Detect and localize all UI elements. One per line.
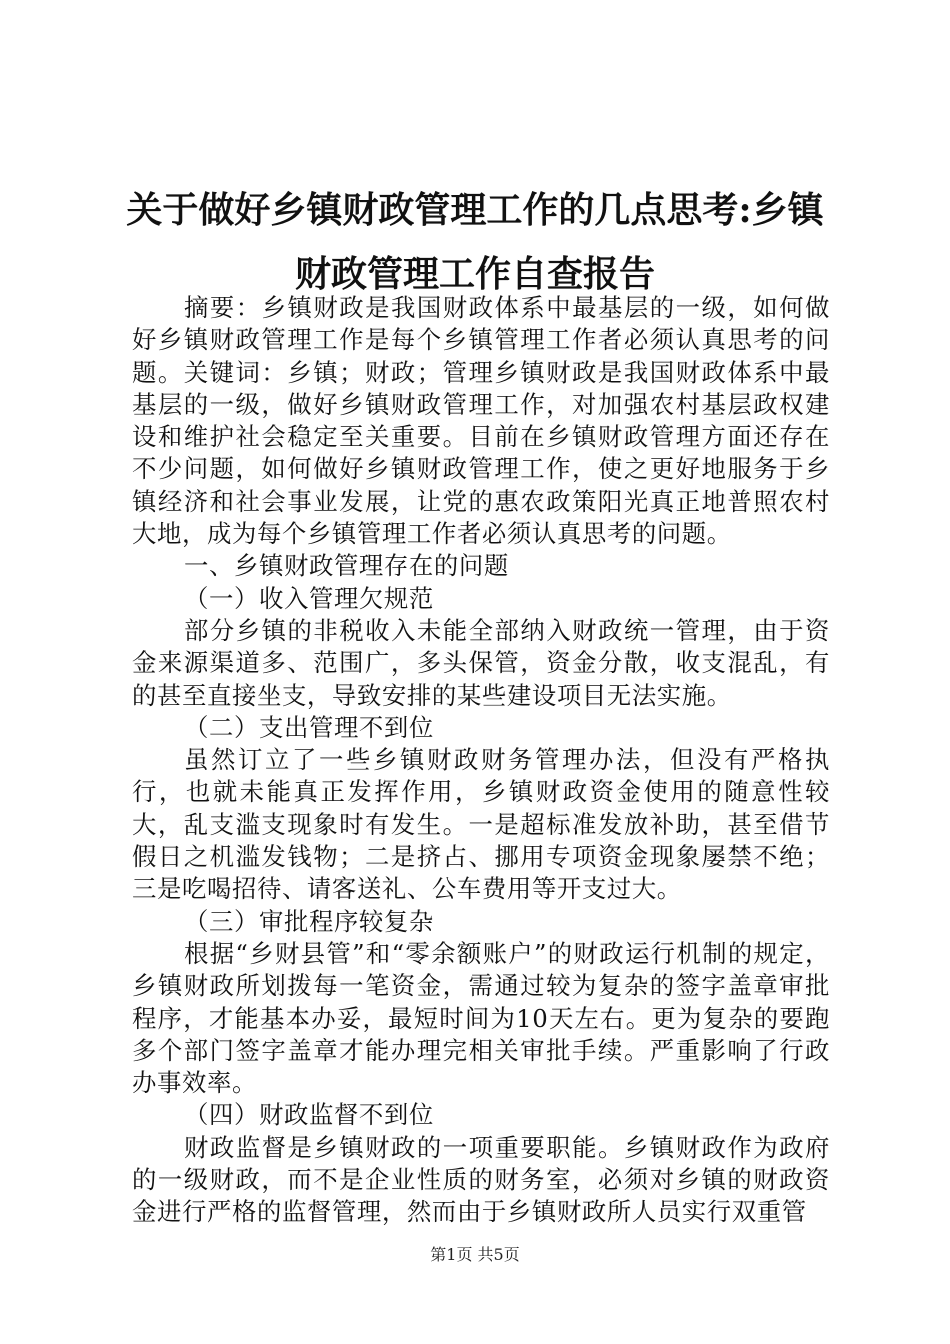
subsection-heading-1: （一）收入管理欠规范 (184, 583, 434, 613)
title-line-2: 财政管理工作自查报告 (294, 253, 655, 295)
page-footer: 第1页 共5页 (430, 1245, 520, 1264)
abstract-paragraph: 摘要：乡镇财政是我国财政体系中最基层的一级，如何做好乡镇财政管理工作是每个乡镇管理工作者必须认真思考的问题。关键词：乡镇；财政；管理乡镇财政是我国财政体系中最基层的一级，做好乡镇财政管理工作，对加强农村基层政权建设和维护社会稳定至关重要。目前在乡镇财政管理方面还存在不少问题，如何做好乡镇财政管理工作，使之更好地服务于乡镇经济和社会事业发展，让党的惠农政策阳光真正地普照农村大地，成为每个乡镇管理工作者必须认真思考的问题。 (132, 293, 830, 549)
subsection-heading-3: （三）审批程序较复杂 (184, 906, 434, 936)
document-title (120, 178, 830, 306)
body-paragraph: 部分乡镇的非税收入未能全部纳入财政统一管理，由于资金来源渠道多、范围广，多头保管，资金分散，收支混乱，有的甚至直接坐支，导致安排的某些建设项目无法实施。 (132, 615, 830, 710)
section-heading-1: 一、乡镇财政管理存在的问题 (184, 551, 509, 581)
body-paragraph: 虽然订立了一些乡镇财政财务管理办法，但没有严格执行，也就未能真正发挥作用，乡镇财政资金使用的随意性较大，乱支滥支现象时有发生。一是超标准发放补助，甚至借节假日之机滥发钱物；二是挤占、挪用专项资金现象屡禁不绝；三是吃喝招待、请客送礼、公车费用等开支过大。 (132, 745, 830, 904)
title-line-1: 关于做好乡镇财政管理工作的几点思考:乡镇 (126, 189, 824, 231)
subsection-heading-4: （四）财政监督不到位 (184, 1100, 434, 1130)
subsection-heading-2: （二）支出管理不到位 (184, 712, 434, 742)
body-paragraph: 财政监督是乡镇财政的一项重要职能。乡镇财政作为政府的一级财政，而不是企业性质的财务室，必须对乡镇的财政资金进行严格的监督管理，然而由于乡镇财政所人员实行双重管 (132, 1132, 830, 1227)
document-body (132, 292, 830, 1229)
body-paragraph: 根据“乡财县管”和“零余额账户”的财政运行机制的规定，乡镇财政所划拨每一笔资金，需通过较为复杂的签字盖章审批程序，才能基本办妥，最短时间为10天左右。更为复杂的要跑多个部门签字盖章才能办理完相关审批手续。严重影响了行政办事效率。 (132, 938, 830, 1098)
